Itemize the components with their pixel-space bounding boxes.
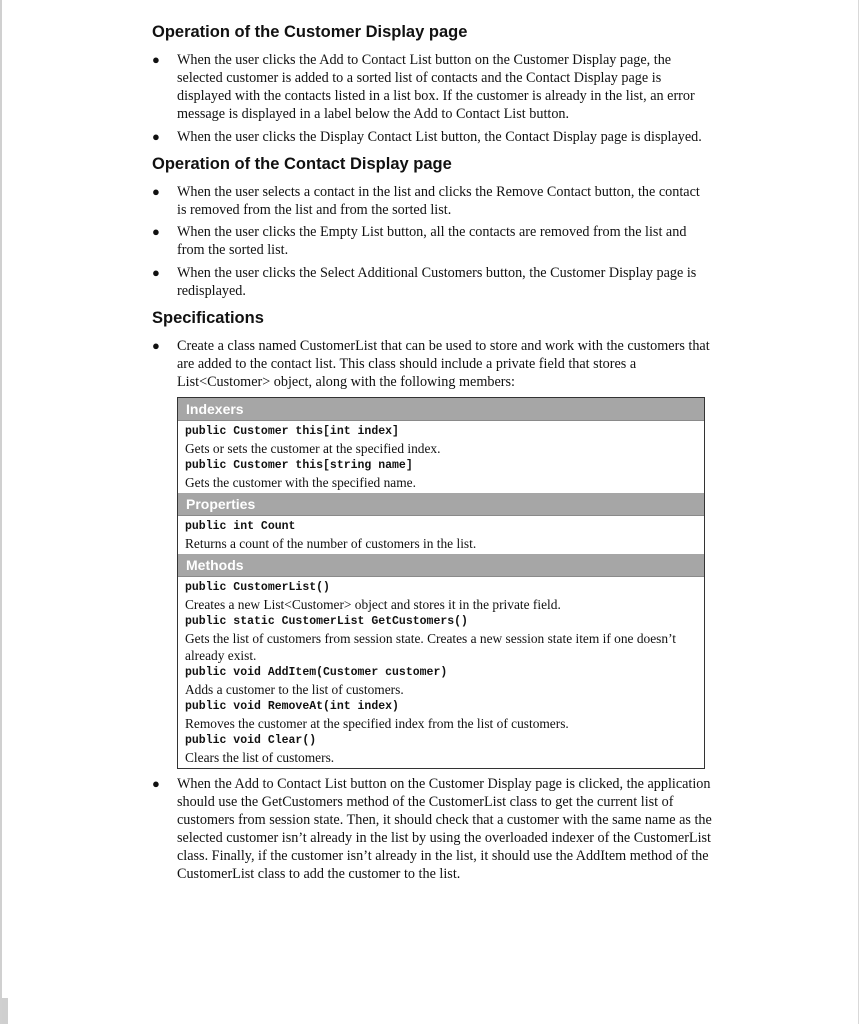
- member-description: Clears the list of customers.: [185, 749, 335, 765]
- page-corner-marker: [2, 998, 8, 1024]
- members-table: [177, 397, 705, 769]
- properties-header: Properties: [178, 493, 704, 516]
- list-item: [152, 337, 712, 391]
- section-heading-customer-display: Operation of the Customer Display page: [152, 23, 468, 41]
- bullet-text: When the Add to Contact List button on the Customer Display page is clicked, the application should use the GetCustomers method of the CustomerList class to get the current list of customers from session state. Then, it should check that a customer with the same name as the selected customer isn’t already in the list by using the overloaded indexer of the CustomerList class. Finally, if the customer isn’t already in the list, it should use the AddItem method of the CustomerList class to add the customer to the list.: [177, 775, 712, 882]
- document-page: [152, 20, 712, 889]
- bullet-text: Create a class named CustomerList that can be used to store and work with the customers that are added to the contact list. This class should include a private field that stores a List<Customer> object, along with the following members:: [177, 337, 710, 390]
- member-signature: public int Count: [185, 519, 296, 533]
- member-signature: public void Clear(): [185, 733, 317, 747]
- bullet-text: When the user clicks the Display Contact List button, the Contact Display page is displayed.: [177, 128, 702, 145]
- bullet-icon: ●: [152, 337, 160, 353]
- member-signature: public void AddItem(Customer customer): [185, 665, 448, 679]
- member-signature: public static CustomerList GetCustomers(): [185, 614, 468, 628]
- indexers-header: Indexers: [178, 398, 704, 421]
- member-description: Gets the customer with the specified name.: [185, 474, 416, 490]
- member-description: Gets or sets the customer at the specified index.: [185, 440, 441, 456]
- bullet-list: [152, 775, 712, 883]
- member-description: Removes the customer at the specified index from the list of customers.: [185, 715, 569, 731]
- bullet-text: When the user selects a contact in the list and clicks the Remove Contact button, the contact is removed from the list and from the sorted list.: [177, 183, 700, 218]
- bullet-list: [152, 183, 712, 300]
- bullet-icon: ●: [152, 264, 160, 280]
- list-item: [152, 264, 712, 300]
- bullet-text: When the user clicks the Select Additional Customers button, the Customer Display page is redisplayed.: [177, 264, 697, 299]
- list-item: [152, 51, 712, 123]
- bullet-text: When the user clicks the Empty List button, all the contacts are removed from the list and from the sorted list.: [177, 224, 687, 258]
- member-description: Returns a count of the number of customers in the list.: [185, 535, 477, 551]
- member-signature: public Customer this[int index]: [185, 424, 399, 438]
- page-edge: [0, 0, 2, 1024]
- list-item: [152, 775, 712, 883]
- list-item: [152, 223, 712, 259]
- bullet-list: [152, 51, 712, 146]
- indexers-body: [178, 421, 704, 493]
- member-description: Adds a customer to the list of customers.: [185, 681, 404, 697]
- section-heading-specifications: Specifications: [152, 308, 264, 327]
- member-signature: public Customer this[string name]: [185, 458, 413, 472]
- methods-header: Methods: [178, 554, 704, 577]
- bullet-icon: ●: [152, 128, 160, 144]
- list-item: [152, 183, 712, 219]
- bullet-icon: ●: [152, 775, 160, 791]
- member-signature: public void RemoveAt(int index): [185, 699, 399, 713]
- bullet-icon: ●: [152, 52, 160, 67]
- bullet-text: When the user clicks the Add to Contact List button on the Customer Display page, the selected customer is added to a sorted list of contacts and the Contact Display page is displayed with the contacts listed in a list box. If the customer is already in the list, an error message is displayed in a label below the Add to Contact List button.: [177, 52, 695, 122]
- member-description: Creates a new List<Customer> object and stores it in the private field.: [185, 596, 561, 612]
- member-description: Gets the list of customers from session state. Creates a new session state item if one doesn’t already exist.: [185, 630, 677, 663]
- bullet-icon: ●: [152, 183, 160, 199]
- section-heading-contact-display: Operation of the Contact Display page: [152, 154, 452, 173]
- bullet-list: [152, 337, 712, 391]
- member-signature: public CustomerList(): [185, 580, 330, 594]
- methods-body: [178, 577, 704, 768]
- properties-body: [178, 516, 704, 554]
- bullet-icon: ●: [152, 224, 160, 239]
- list-item: [152, 128, 712, 146]
